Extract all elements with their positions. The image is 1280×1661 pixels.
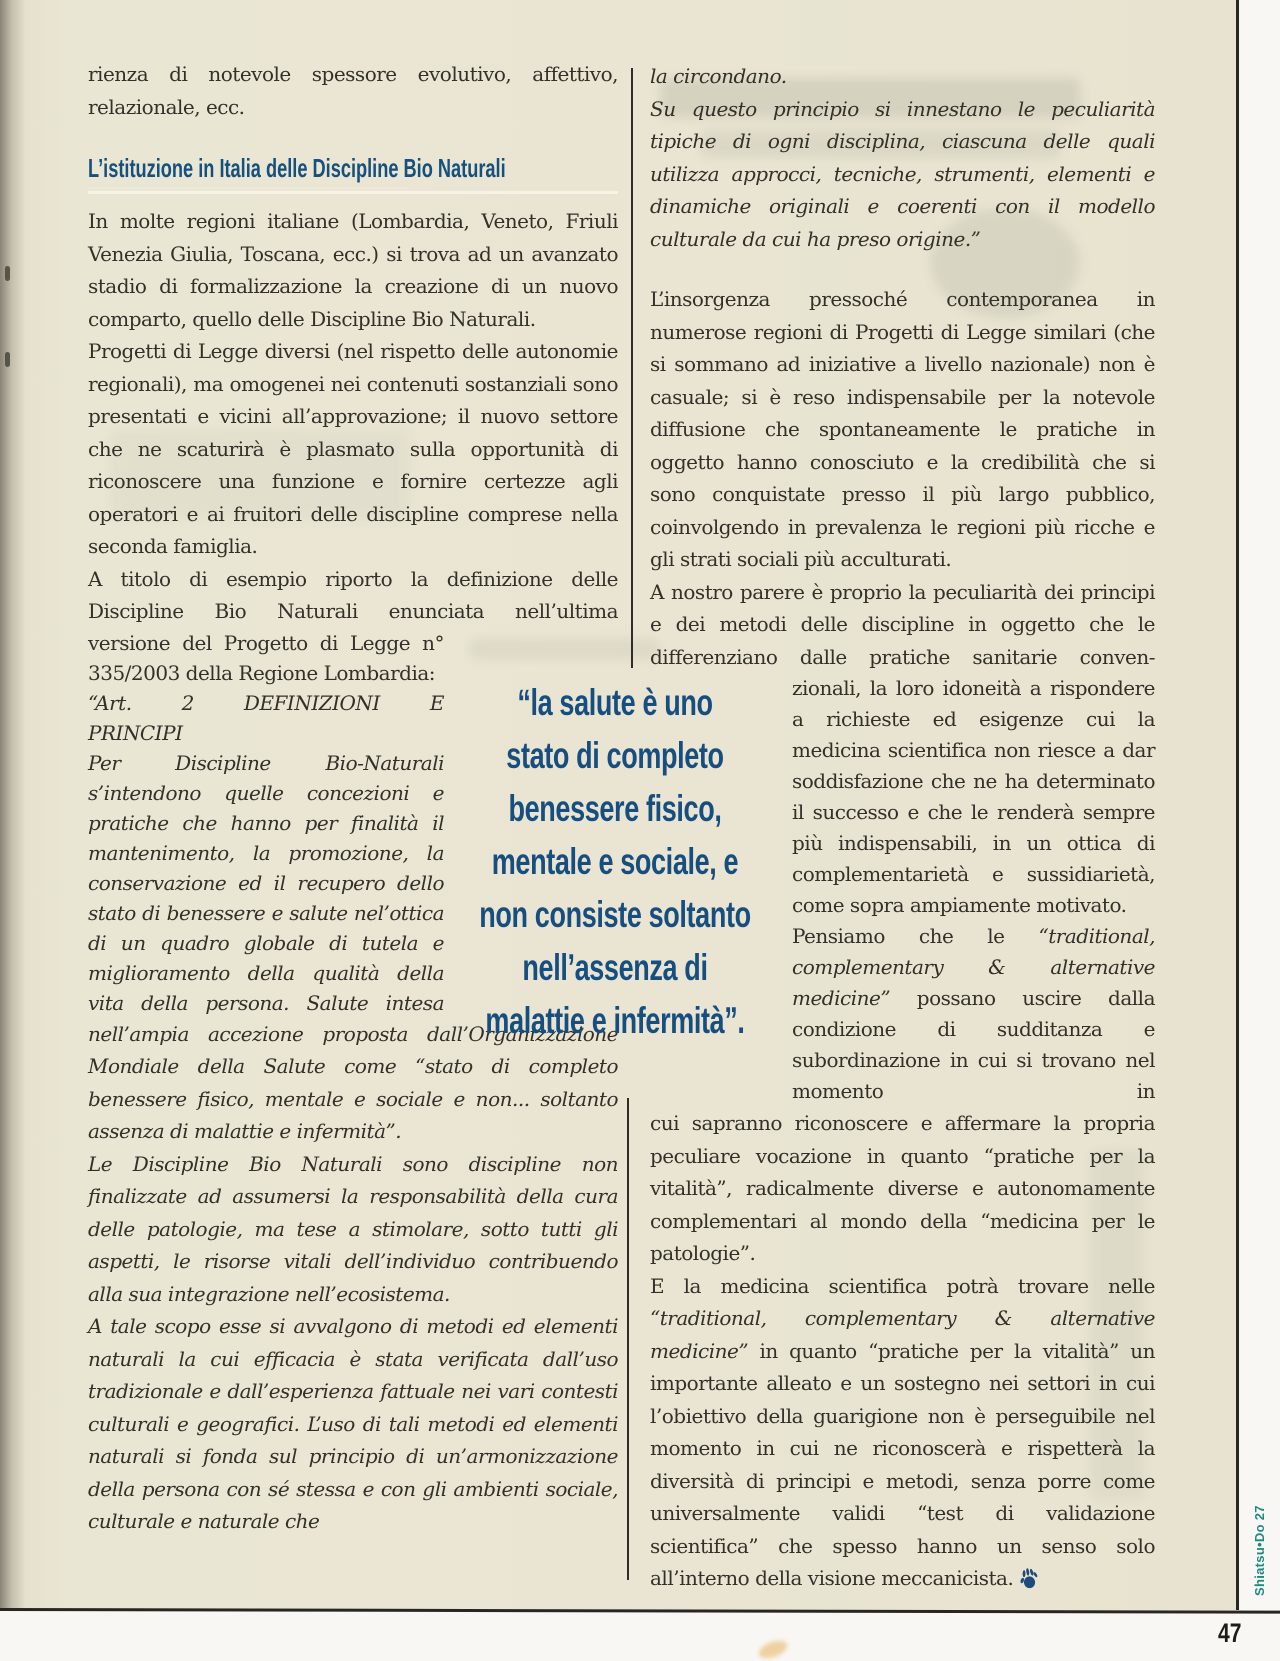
page-number: 47 [1218, 1618, 1242, 1648]
body-paragraph: Progetti di Legge diversi (nel rispetto delle autonomie regionali), ma omogenei nei contenuti sostanziali sono presentati e vicini all’approvazione; il nuovo settore che ne scaturirà è plasmato sulla opportunità di riconoscere una funzione e fornire certezze agli operatori e ai fruitori delle discipline comprese nella seconda famiglia. [88, 339, 618, 558]
body-paragraph: In molte regioni italiane (Lombardia, Veneto, Friuli Venezia Giulia, Toscana, ecc.) si trova ad un avanzato stadio di formalizzazione la creazione di un nuovo comparto, quello delle Discipline Bio Naturali. [88, 209, 618, 331]
quote-paragraph: la circondano. [650, 64, 787, 88]
staple-mark [5, 266, 10, 281]
law-quote-paragraph: Per Discipline Bio-Naturali s’intendono quelle concezioni e pratiche che hanno per finalità il mantenimento, la promozione, la conservazione ed il recupero dello stato di benessere e salute nel’ottica di un quadro globale di tutela e miglioramento della qualità della vita della persona. Salute intesa [88, 750, 444, 1015]
law-quote-paragraph: Le Discipline Bio Naturali sono discipline non finalizzate ad assumersi la responsabilità della cura delle patologie, ma tese a stimolare, sotto tutti gli aspetti, le risorse vitali dell’individuo contribuendo alla sua integrazione nell’ecosistema. [88, 1151, 618, 1306]
italic-phrase: “traditional, complementary & alternative medicine” [792, 924, 1155, 1010]
pull-quote-line: mentale e sociale, e [491, 841, 739, 882]
page-edge-rule [1236, 0, 1239, 1610]
quote-paragraph: Su questo principio si innestano le peculiarità tipiche di ogni disciplina, ciascuna delle quali utilizza approcci, tecniche, strumenti, elementi e dinamiche originali e coerenti con il modello culturale da cui ha preso origine.” [650, 96, 1155, 251]
pull-quote-line: nell’assenza di [522, 947, 708, 988]
ink-smudge [756, 1637, 789, 1661]
law-quote-paragraph: A tale scopo esse si avvalgono di metodi ed elementi naturali la cui efficacia è stata verificata dall’uso tradizionale e dall’esperienza fattuale nei vari contesti culturali e geografici. L’uso di tali metodi ed elementi naturali si fonda sul principio di un’armonizzazione della persona con sé stessa e con gli ambienti sociale, culturale e naturale che [88, 1314, 618, 1533]
text-run: possano uscire dalla condizione di sudditanza e subordinazione in cui si trovano nel momento in [792, 986, 1155, 1103]
body-paragraph: L’insorgenza pressoché contemporanea in numerose regioni di Progetti di Legge similari (che si sommano ad iniziative a livello nazionale) non è casuale; si è reso indispensabile per la notevole diffusione che spontaneamente le pratiche in oggetto hanno conosciuto e la credibilità che si sono conquistate presso il più largo pubblico, coinvolgendo in prevalenza le regioni più ricche e gli strati sociali più acculturati. [650, 287, 1155, 571]
body-paragraph [792, 921, 1155, 1107]
handprint-icon [1017, 1565, 1042, 1600]
pull-quote-line: “la salute è uno [517, 682, 713, 723]
intro-continuation-paragraph: rienza di notevole spessore evolutivo, affettivo, relazionale, ecc. [88, 62, 618, 119]
law-article-title: “Art. 2 DEFINIZIONI E [88, 690, 444, 715]
body-paragraph: A titolo di esempio riporto la definizione delle Discipline Bio Naturali enunciata nell’ultima [88, 566, 618, 623]
quotation-block [650, 60, 1155, 255]
binding-shadow [0, 0, 26, 1610]
narrow-text-wrap [792, 673, 1155, 1107]
pull-quote [443, 676, 786, 1047]
narrow-text-wrap [88, 628, 444, 1018]
pull-quote-line: benessere fisico, [508, 788, 722, 829]
law-quote-paragraph: nell’ampia accezione proposta dall’Organizzazione Mondiale della Salute come “stato di completo benessere fisico, mentale e sociale e non... soltanto assenza di malattie e infermità”. [88, 1021, 618, 1143]
body-paragraph: cui sapranno riconoscere e affermare la propria peculiare vocazione in quanto “pratiche per la vitalità”, radicalmente diverse e autonomamente complementari al mondo della “medicina per le patologie”. [650, 1111, 1155, 1265]
section-heading: L’istituzione in Italia delle Discipline Bio Naturali [88, 153, 506, 183]
body-paragraph: versione del Progetto di Legge n° 335/2003 della Regione Lombardia: [88, 630, 444, 685]
magazine-title-sidebar: Shiatsu•Do 27 [1252, 1505, 1267, 1596]
body-paragraph: zionali, la loro idoneità a rispondere a richieste ed esigenze cui la medicina scientifica non riesce a dar soddisfazione che ne ha determinato il successo e che le renderà sempre più indispensabili, in un ottica di complementarietà e sussidiarietà, come sopra ampiamente motivato. [792, 676, 1155, 917]
text-run: in quanto “pratiche per la vitalità” un importante alleato e un sostegno nei settori in cui l’obiettivo della guarigione non è perseguibile nel momento in cui ne riconoscerà e rispetterà la diversità di principi e metodi, senza porre come universalmente validi “test di validazione scientifica” che spesso hanno un senso solo all’interno della visione meccanicista. [650, 1338, 1155, 1590]
pull-quote-line: malattie e infermità”. [485, 1000, 745, 1041]
column-divider [627, 1098, 629, 1580]
italic-phrase: “traditional, complementary & alternative medicine” [650, 1306, 1155, 1363]
body-paragraph [650, 1270, 1155, 1599]
pull-quote-line: stato di completo [506, 735, 724, 776]
column-divider [631, 68, 633, 668]
heading-underline [88, 191, 618, 194]
law-article-title: PRINCIPI [88, 720, 183, 745]
body-paragraph: A nostro parere è proprio la peculiarità dei principi e dei metodi delle discipline in oggetto che le differenziano dalle pratiche sanitarie conven- [650, 579, 1155, 669]
text-run: E la medicina scientifica potrà trovare nelle [650, 1273, 1155, 1298]
staple-mark [5, 352, 10, 367]
text-run: Pensiamo che le [792, 924, 1039, 948]
pull-quote-line: non consiste soltanto [479, 894, 751, 935]
